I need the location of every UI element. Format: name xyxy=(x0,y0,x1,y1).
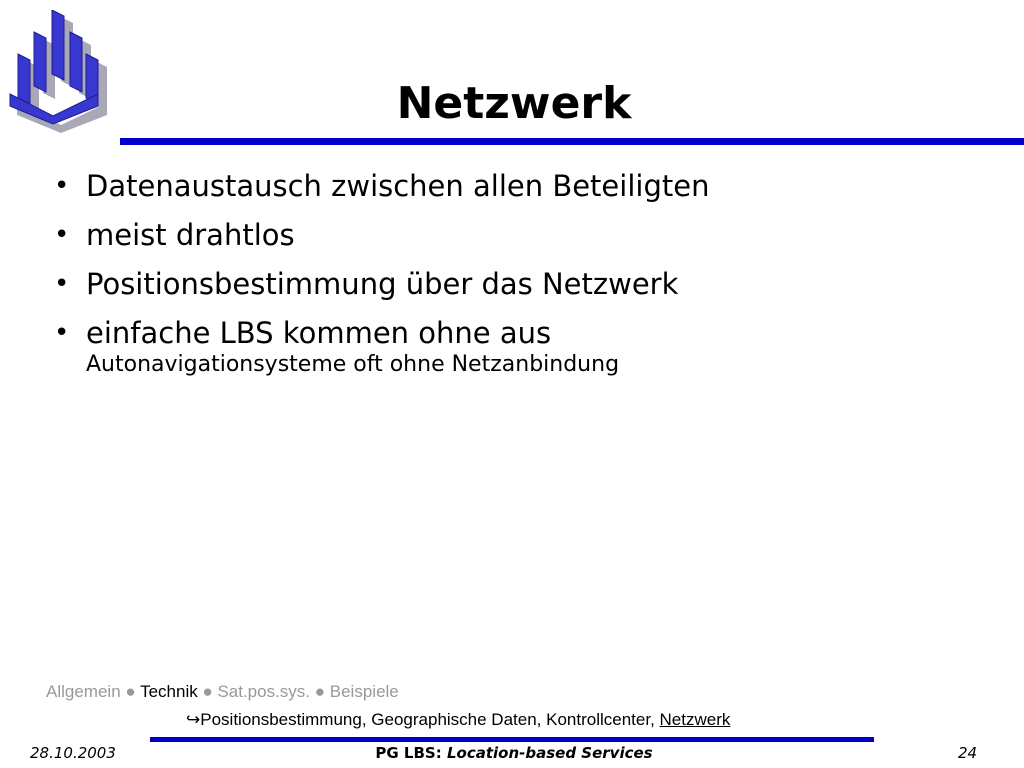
section-nav xyxy=(46,682,399,702)
subnav-item-netzwerk[interactable]: Netzwerk xyxy=(659,710,731,729)
subnav-separator: , xyxy=(650,710,660,729)
footer-prefix: PG LBS: xyxy=(375,744,442,762)
list-item xyxy=(48,315,709,378)
slide-title: Netzwerk xyxy=(396,78,632,129)
nav-item-sat-pos-sys[interactable]: Sat.pos.sys. xyxy=(217,682,311,701)
footer-date: 28.10.2003 xyxy=(30,744,116,762)
list-item xyxy=(48,217,709,253)
subnav-item-positionsbestimmung[interactable]: Positionsbestimmung xyxy=(200,710,362,729)
nav-item-beispiele[interactable]: Beispiele xyxy=(329,682,399,701)
footer-course-title xyxy=(0,744,1024,762)
title-divider xyxy=(120,138,1024,145)
nav-item-allgemein[interactable]: Allgemein xyxy=(46,682,121,701)
bullet-glyph: • xyxy=(54,171,70,201)
subnav-separator: , xyxy=(361,710,372,729)
nav-item-technik[interactable]: Technik xyxy=(140,682,198,701)
bullet-list xyxy=(48,168,709,391)
nav-separator: ● xyxy=(197,682,218,701)
bullet-text: Positionsbestimmung über das Netzwerk xyxy=(86,267,679,301)
subnav-item-geographische-daten[interactable]: Geographische Daten xyxy=(371,710,537,729)
bullet-glyph: • xyxy=(54,220,70,250)
footer-divider xyxy=(150,737,874,742)
bullet-text: meist drahtlos xyxy=(86,218,295,252)
footer-subtitle: Location-based Services xyxy=(446,744,653,762)
list-item xyxy=(48,266,709,302)
bullet-glyph: • xyxy=(54,269,70,299)
bullet-text: Datenaustausch zwischen allen Beteiligten xyxy=(86,169,710,203)
return-arrow-icon: ↪ xyxy=(186,710,201,729)
subsection-nav xyxy=(186,710,730,730)
bullet-subtext: Autonavigationsysteme oft ohne Netzanbindung xyxy=(86,352,620,377)
subnav-item-kontrollcenter[interactable]: Kontrollcenter xyxy=(546,710,651,729)
list-item xyxy=(48,168,709,204)
subnav-separator: , xyxy=(536,710,547,729)
nav-separator: ● xyxy=(310,682,330,701)
bullet-text: einfache LBS kommen ohne aus xyxy=(86,316,552,350)
page-number: 24 xyxy=(958,744,978,762)
bullet-glyph: • xyxy=(54,318,70,348)
nav-separator: ● xyxy=(120,682,141,701)
